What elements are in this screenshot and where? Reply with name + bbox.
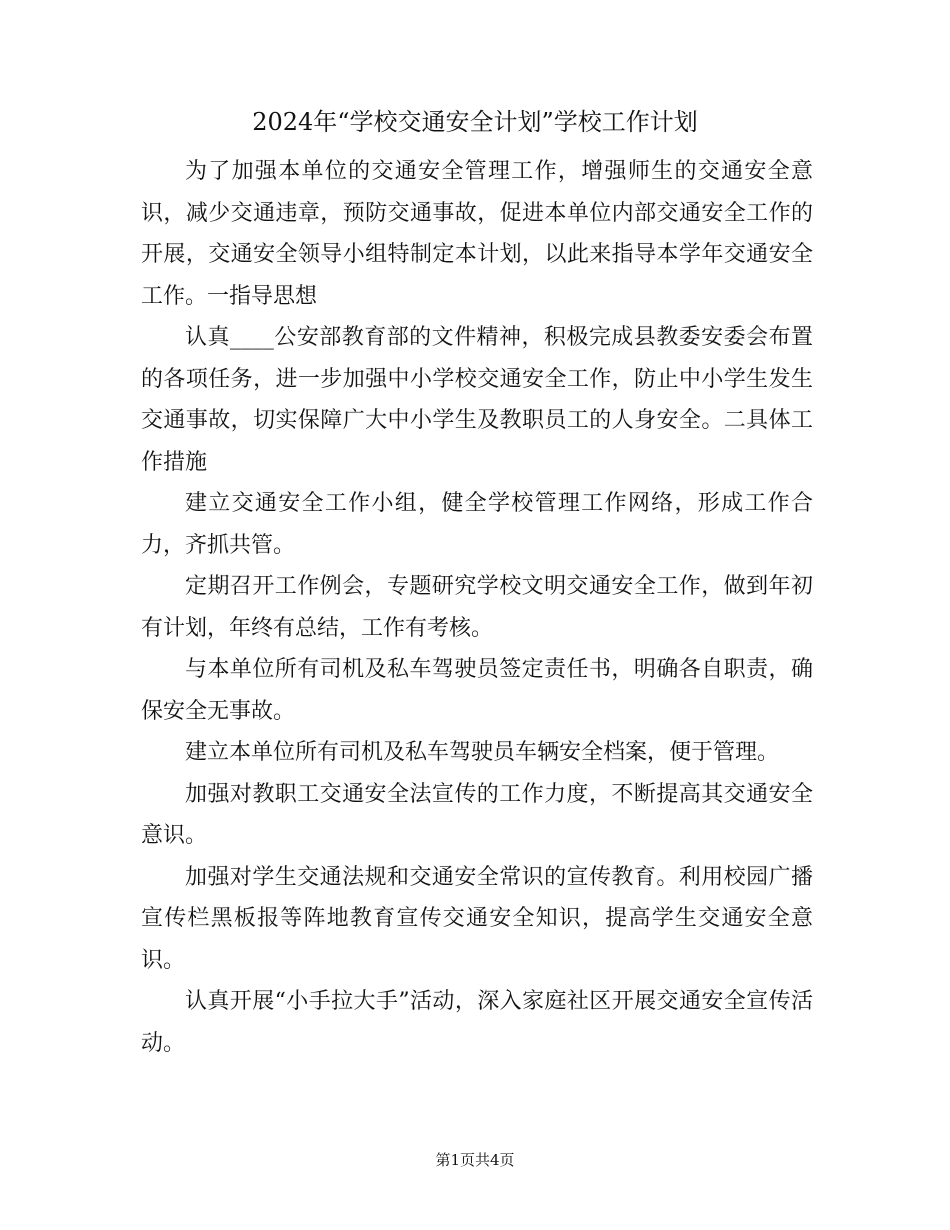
paragraph-9: 认真开展“小手拉大手”活动，深入家庭社区开展交通安全宣传活动。: [141, 989, 813, 1056]
page-footer: 第1页共4页: [435, 1151, 515, 1169]
paragraph-8: 加强对学生交通法规和交通安全常识的宣传教育。利用校园广播宣传栏黑板报等阵地教育宣传交通安全知识，提高学生交通安全意识。: [141, 864, 813, 973]
paragraph-3: 建立交通安全工作小组，健全学校管理工作网络，形成工作合力，齐抓共管。: [141, 491, 813, 558]
document-title: 2024年“学校交通安全计划”学校工作计划: [252, 108, 698, 136]
paragraph-2: 认真____公安部教育部的文件精神，积极完成县教委安委会布置的各项任务，进一步加强中小学校交通安全工作，防止中小学生发生交通事故，切实保障广大中小学生及教职员工的人身安全。二具体工作措施: [141, 325, 813, 475]
paragraph-6: 建立本单位所有司机及私车驾驶员车辆安全档案，便于管理。: [185, 740, 780, 765]
paragraph-5: 与本单位所有司机及私车驾驶员签定责任书，明确各自职责，确保安全无事故。: [141, 657, 813, 724]
paragraph-4: 定期召开工作例会，专题研究学校文明交通安全工作，做到年初有计划，年终有总结，工作有考核。: [141, 574, 813, 641]
document-body: [141, 151, 813, 1064]
paragraph-7: 加强对教职工交通安全法宣传的工作力度，不断提高其交通安全意识。: [141, 781, 813, 848]
paragraph-1: 为了加强本单位的交通安全管理工作，增强师生的交通安全意识，减少交通违章，预防交通事故，促进本单位内部交通安全工作的开展，交通安全领导小组特制定本计划，以此来指导本学年交通安全工作。一指导思想: [141, 159, 813, 309]
